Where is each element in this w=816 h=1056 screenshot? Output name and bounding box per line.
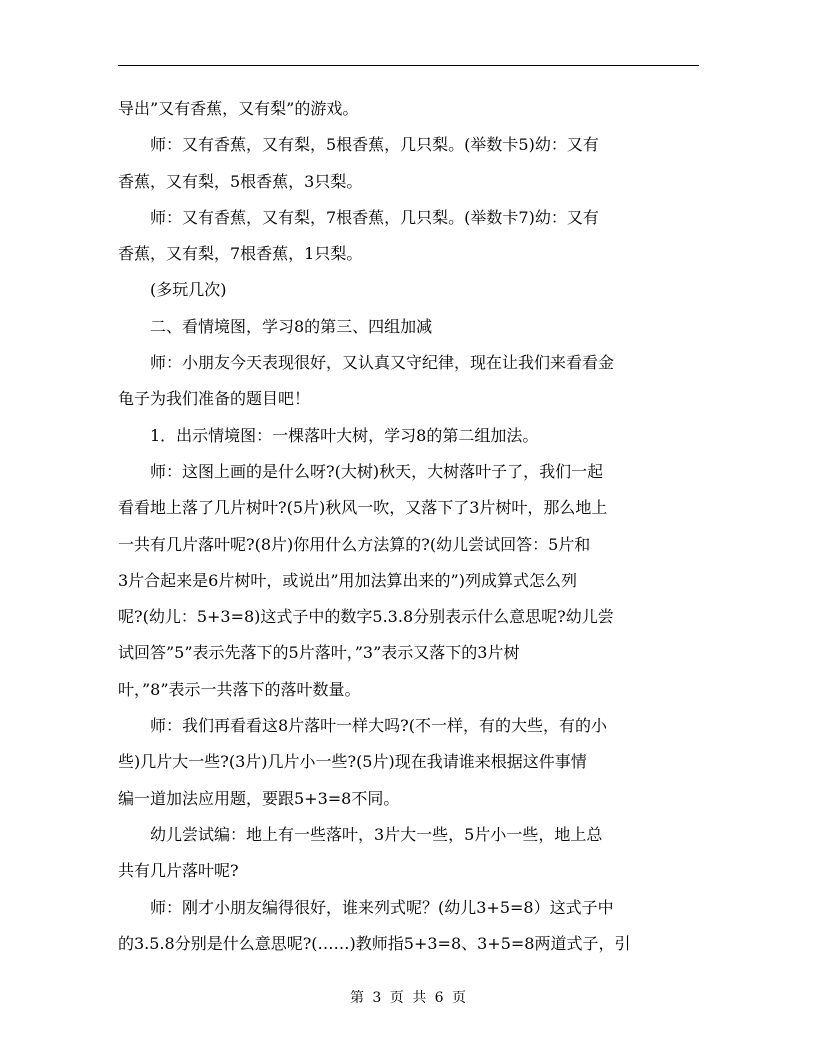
- text-line: 3片合起来是6片树叶，或说出”用加法算出来的”)列成算式怎么列: [118, 570, 577, 590]
- footer-total-unit: 页: [452, 990, 467, 1006]
- text-line: 1．出示情境图：一棵落叶大树，学习8的第二组加法。: [150, 425, 539, 445]
- text-line: 师：又有香蕉，又有梨，5根香蕉，几只梨。(举数卡5)幼：又有: [150, 135, 599, 155]
- text-line: 香蕉，又有梨，7根香蕉，1只梨。: [118, 244, 363, 264]
- text-line: 师：小朋友今天表现很好，又认真又守纪律，现在让我们来看看金: [150, 353, 615, 373]
- text-line: 师：我们再看看这8片落叶一样大吗?(不一样，有的大些，有的小: [150, 716, 608, 736]
- footer-total-prefix: 共: [412, 990, 427, 1006]
- text-line: 师：刚才小朋友编得很好，谁来列式呢？(幼儿3+5=8）这式子中: [150, 897, 614, 917]
- text-line: 的3.5.8分别是什么意思呢?(……)教师指5+3=8、3+5=8两道式子，引: [118, 933, 631, 953]
- text-line: 试回答”5”表示先落下的5片落叶，”3”表示又落下的3片树: [118, 643, 520, 663]
- text-line: 编一道加法应用题，要跟5+3=8不同。: [118, 788, 400, 808]
- text-line: 导出”又有香蕉，又有梨”的游戏。: [118, 99, 359, 118]
- footer-prefix: 第: [349, 990, 364, 1006]
- section-heading: 二、看情境图，学习8的第三、四组加减: [150, 316, 433, 336]
- text-line: 叶，”8”表示一共落下的落叶数量。: [118, 679, 361, 699]
- header-rule: [118, 65, 699, 66]
- text-line: 共有几片落叶呢?: [118, 861, 239, 881]
- text-line: 呢?(幼儿：5+3=8)这式子中的数字5.3.8分别表示什么意思呢?幼儿尝: [118, 607, 614, 627]
- text-line: (多玩几次): [150, 280, 227, 300]
- current-page-number: 3: [372, 990, 382, 1006]
- text-line: 龟子为我们准备的题目吧！: [118, 389, 311, 409]
- document-body: [118, 91, 699, 962]
- text-line: 幼儿尝试编：地上有一些落叶，3片大一些，5片小一些，地上总: [150, 824, 603, 844]
- text-line: 香蕉，又有梨，5根香蕉，3只梨。: [118, 171, 363, 191]
- page-footer: [0, 988, 816, 1008]
- text-line: 一共有几片落叶呢?(8片)你用什么方法算的?(幼儿尝试回答：5片和: [118, 534, 591, 554]
- text-line: 师：又有香蕉，又有梨，7根香蕉，几只梨。(举数卡7)幼：又有: [150, 207, 599, 227]
- total-pages-number: 6: [434, 990, 444, 1006]
- text-line: 些)几片大一些?(3片)几片小一些?(5片)现在我请谁来根据这件事情: [118, 752, 587, 772]
- footer-page-unit: 页: [389, 990, 404, 1006]
- text-line: 师：这图上画的是什么呀?(大树)秋天，大树落叶子了，我们一起: [150, 461, 604, 481]
- text-line: 看看地上落了几片树叶?(5片)秋风一吹，又落下了3片树叶，那么地上: [118, 498, 608, 518]
